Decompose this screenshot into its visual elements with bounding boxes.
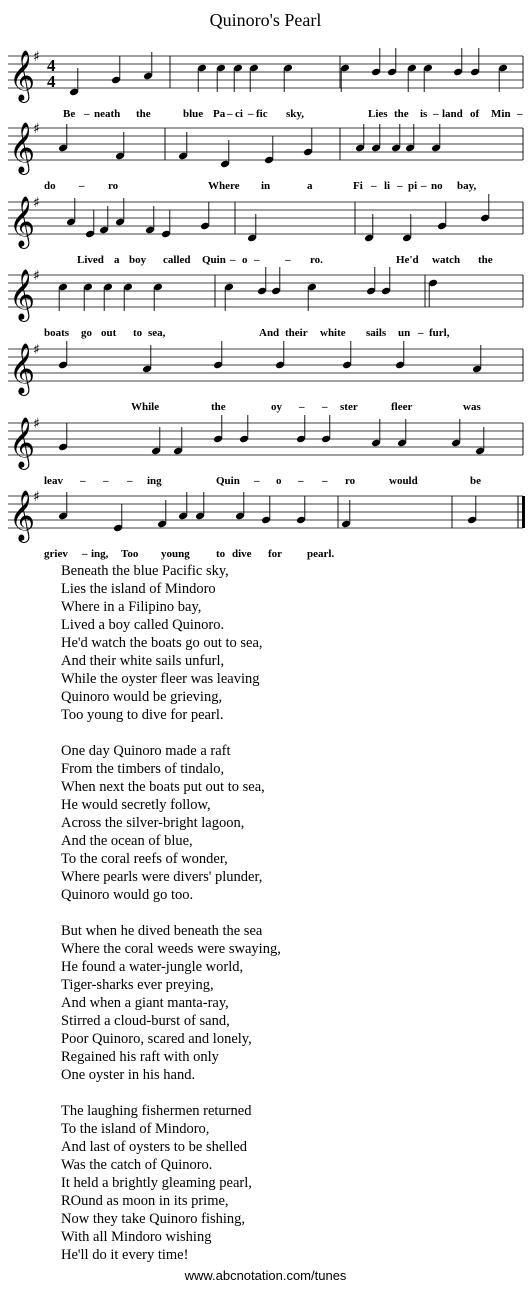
lyric-syllable: Too xyxy=(121,548,139,560)
lyric-syllable: ing xyxy=(147,475,162,487)
sharp-icon: ♯ xyxy=(33,416,40,432)
lyric-hyphen: – xyxy=(517,108,523,120)
lyric-syllable: Min xyxy=(491,108,511,120)
lyric-syllable: pearl. xyxy=(307,548,335,560)
lyric-syllable: the xyxy=(394,108,409,120)
stanza xyxy=(61,562,281,724)
treble-clef-icon: 𝄞 xyxy=(9,196,36,247)
staff-svg xyxy=(0,329,531,409)
lyric-syllable: sea, xyxy=(148,327,166,339)
lyric-syllable: do xyxy=(44,180,56,192)
time-signature-digit: 4 xyxy=(47,56,56,75)
lyric-hyphen: – xyxy=(397,180,403,192)
lyric-syllable: neath xyxy=(94,108,121,120)
lyric-syllable: o xyxy=(242,254,248,266)
lyric-syllable: Fi xyxy=(353,180,363,192)
lyric-syllable: Lived xyxy=(77,254,104,266)
lyric-hyphen: – xyxy=(230,254,236,266)
lyric-syllable: fleer xyxy=(391,401,413,413)
lyric-hyphen: – xyxy=(127,475,133,487)
staff-svg xyxy=(0,108,531,188)
lyric-syllable: sky, xyxy=(286,108,305,120)
lyric-hyphen: – xyxy=(227,108,233,120)
lyric-syllable: a xyxy=(307,180,313,192)
lyric-syllable: in xyxy=(261,180,271,192)
stanza-line: While the oyster fleer was leaving xyxy=(61,671,260,687)
stanza-line: He'd watch the boats go out to sea, xyxy=(61,635,263,651)
treble-clef-icon: 𝄞 xyxy=(9,122,36,173)
stanza-line: Too young to dive for pearl. xyxy=(61,707,224,723)
lyric-hyphen: – xyxy=(322,475,328,487)
stanza xyxy=(61,922,281,1084)
lyric-syllable: bay, xyxy=(457,180,477,192)
lyric-hyphen: – xyxy=(254,475,260,487)
footer-url[interactable]: www.abcnotation.com/tunes xyxy=(184,1268,347,1283)
tune-title: Quinoro's Pearl xyxy=(209,10,322,30)
lyric-syllable: would xyxy=(389,475,418,487)
stanza-line: He would secretly follow, xyxy=(61,797,211,813)
lyric-syllable: is xyxy=(420,108,428,120)
lyric-syllable: o xyxy=(276,475,282,487)
lyric-hyphen: – xyxy=(433,108,439,120)
stanza-line: Was the catch of Quinoro. xyxy=(61,1157,213,1173)
stanza-line: Where in a Filipino bay, xyxy=(61,599,202,615)
lyric-hyphen: – xyxy=(84,108,90,120)
lyric-syllable: the xyxy=(211,401,226,413)
stanza-line: Beneath the blue Pacific sky, xyxy=(61,563,229,579)
stanza-line: Across the silver-bright lagoon, xyxy=(61,815,245,831)
staff-svg xyxy=(0,476,531,556)
treble-clef-icon: 𝄞 xyxy=(9,50,36,101)
lyric-syllable: While xyxy=(131,401,160,413)
staff-svg xyxy=(0,36,531,116)
lyric-syllable: boats xyxy=(44,327,70,339)
lyric-syllable: li xyxy=(384,180,391,192)
treble-clef-icon: 𝄞 xyxy=(9,417,36,468)
lyric-syllable: un xyxy=(398,327,411,339)
lyric-syllable: And xyxy=(259,327,280,339)
lyric-syllable: leav xyxy=(44,475,63,487)
stanza-line: Now they take Quinoro fishing, xyxy=(61,1211,246,1227)
lyric-syllable: furl, xyxy=(429,327,450,339)
lyric-syllable: ro xyxy=(345,475,356,487)
stanza-line: One oyster in his hand. xyxy=(61,1067,196,1083)
lyric-syllable: ro xyxy=(108,180,119,192)
stanza-line: One day Quinoro made a raft xyxy=(61,743,231,759)
stanza-line: And the ocean of blue, xyxy=(61,833,193,849)
stanza-line: It held a brightly gleaming pearl, xyxy=(61,1175,252,1191)
stanza-line: Quinoro would be grieving, xyxy=(61,689,223,705)
stanza-line: Regained his raft with only xyxy=(61,1049,219,1065)
sharp-icon: ♯ xyxy=(33,342,40,358)
staff-svg xyxy=(0,182,531,262)
lyric-hyphen: – xyxy=(418,327,424,339)
lyric-syllable: Quin xyxy=(216,475,240,487)
lyric-syllable: to xyxy=(133,327,143,339)
lyric-hyphen: – xyxy=(285,254,291,266)
staff-svg xyxy=(0,255,531,335)
lyrics-text xyxy=(61,562,281,1282)
lyric-syllable: their xyxy=(285,327,308,339)
lyric-hyphen: – xyxy=(248,108,254,120)
stanza-line: To the island of Mindoro, xyxy=(61,1121,210,1137)
stanza-line: From the timbers of tindalo, xyxy=(61,761,225,777)
lyric-syllable: ster xyxy=(340,401,358,413)
lyric-syllable: called xyxy=(163,254,191,266)
lyric-hyphen: – xyxy=(298,475,304,487)
lyric-syllable: Lies xyxy=(368,108,388,120)
sharp-icon: ♯ xyxy=(33,268,40,284)
stanza-line: ROund as moon in its prime, xyxy=(61,1193,229,1209)
stanza-line: And when a giant manta-ray, xyxy=(61,995,229,1011)
lyric-hyphen: – xyxy=(299,401,305,413)
lyric-syllable: oy xyxy=(271,401,282,413)
sharp-icon: ♯ xyxy=(33,49,40,65)
stanza-line: Stirred a cloud-burst of sand, xyxy=(61,1013,230,1029)
lyric-hyphen: – xyxy=(254,254,260,266)
lyric-syllable: He'd xyxy=(396,254,419,266)
lyric-syllable: of xyxy=(470,108,480,120)
lyric-syllable: the xyxy=(478,254,493,266)
stanza-line: Where the coral weeds were swaying, xyxy=(61,941,281,957)
lyric-syllable: ing, xyxy=(91,548,109,560)
sharp-icon: ♯ xyxy=(33,121,40,137)
lyric-syllable: Be xyxy=(63,108,76,120)
stanza-line: And last of oysters to be shelled xyxy=(61,1139,248,1155)
lyric-hyphen: – xyxy=(82,548,88,560)
treble-clef-icon: 𝄞 xyxy=(9,343,36,394)
stanza-line: He'll do it every time! xyxy=(61,1247,189,1263)
stanza-line: But when he dived beneath the sea xyxy=(61,923,263,939)
lyric-hyphen: – xyxy=(103,475,109,487)
lyric-hyphen: – xyxy=(79,180,85,192)
stanza-line: To the coral reefs of wonder, xyxy=(61,851,228,867)
final-bar-line xyxy=(522,496,525,528)
lyric-syllable: the xyxy=(136,108,151,120)
stanza-line: With all Mindoro wishing xyxy=(61,1229,212,1245)
lyric-syllable: out xyxy=(101,327,117,339)
stanza-line: Lies the island of Mindoro xyxy=(61,581,216,597)
stanza-line: Where pearls were divers' plunder, xyxy=(61,869,263,885)
lyric-syllable: land xyxy=(442,108,463,120)
lyric-syllable: Pa xyxy=(213,108,226,120)
stanza-line: Quinoro would go too. xyxy=(61,887,194,903)
stanza-line: Poor Quinoro, scared and lonely, xyxy=(61,1031,252,1047)
lyric-syllable: Quin xyxy=(202,254,226,266)
sharp-icon: ♯ xyxy=(33,489,40,505)
lyric-syllable: blue xyxy=(183,108,204,120)
lyric-hyphen: – xyxy=(322,401,328,413)
lyric-syllable: watch xyxy=(432,254,461,266)
stanza-line: Tiger-sharks ever preying, xyxy=(61,977,214,993)
staff-svg xyxy=(0,403,531,483)
stanza-line: He found a water-jungle world, xyxy=(61,959,244,975)
lyric-syllable: ro. xyxy=(310,254,323,266)
lyric-syllable: to xyxy=(216,548,226,560)
lyric-hyphen: – xyxy=(421,180,427,192)
time-signature-digit: 4 xyxy=(47,72,56,91)
stanza-line: When next the boats put out to sea, xyxy=(61,779,265,795)
stanza-line: And their white sails unfurl, xyxy=(61,653,225,669)
lyric-syllable: be xyxy=(470,475,481,487)
lyric-syllable: griev xyxy=(44,548,68,560)
lyric-syllable: white xyxy=(320,327,346,339)
lyric-hyphen: – xyxy=(80,475,86,487)
stanza xyxy=(61,1102,281,1264)
stanza-line: The laughing fishermen returned xyxy=(61,1103,252,1119)
treble-clef-icon: 𝄞 xyxy=(9,490,36,541)
lyric-syllable: dive xyxy=(232,548,252,560)
lyric-syllable: no xyxy=(431,180,443,192)
stanza xyxy=(61,742,281,904)
lyric-syllable: go xyxy=(81,327,92,339)
lyric-syllable: pi xyxy=(408,180,418,192)
stanza-line: Lived a boy called Quinoro. xyxy=(61,617,225,633)
lyric-hyphen: – xyxy=(371,180,377,192)
lyric-syllable: fic xyxy=(256,108,268,120)
lyric-syllable: a xyxy=(114,254,120,266)
lyric-syllable: for xyxy=(268,548,283,560)
treble-clef-icon: 𝄞 xyxy=(9,269,36,320)
sharp-icon: ♯ xyxy=(33,195,40,211)
lyric-syllable: boy xyxy=(129,254,147,266)
lyric-syllable: was xyxy=(463,401,481,413)
lyric-syllable: young xyxy=(161,548,190,560)
lyric-syllable: Where xyxy=(208,180,240,192)
lyric-syllable: ci xyxy=(235,108,243,120)
lyric-syllable: sails xyxy=(366,327,387,339)
